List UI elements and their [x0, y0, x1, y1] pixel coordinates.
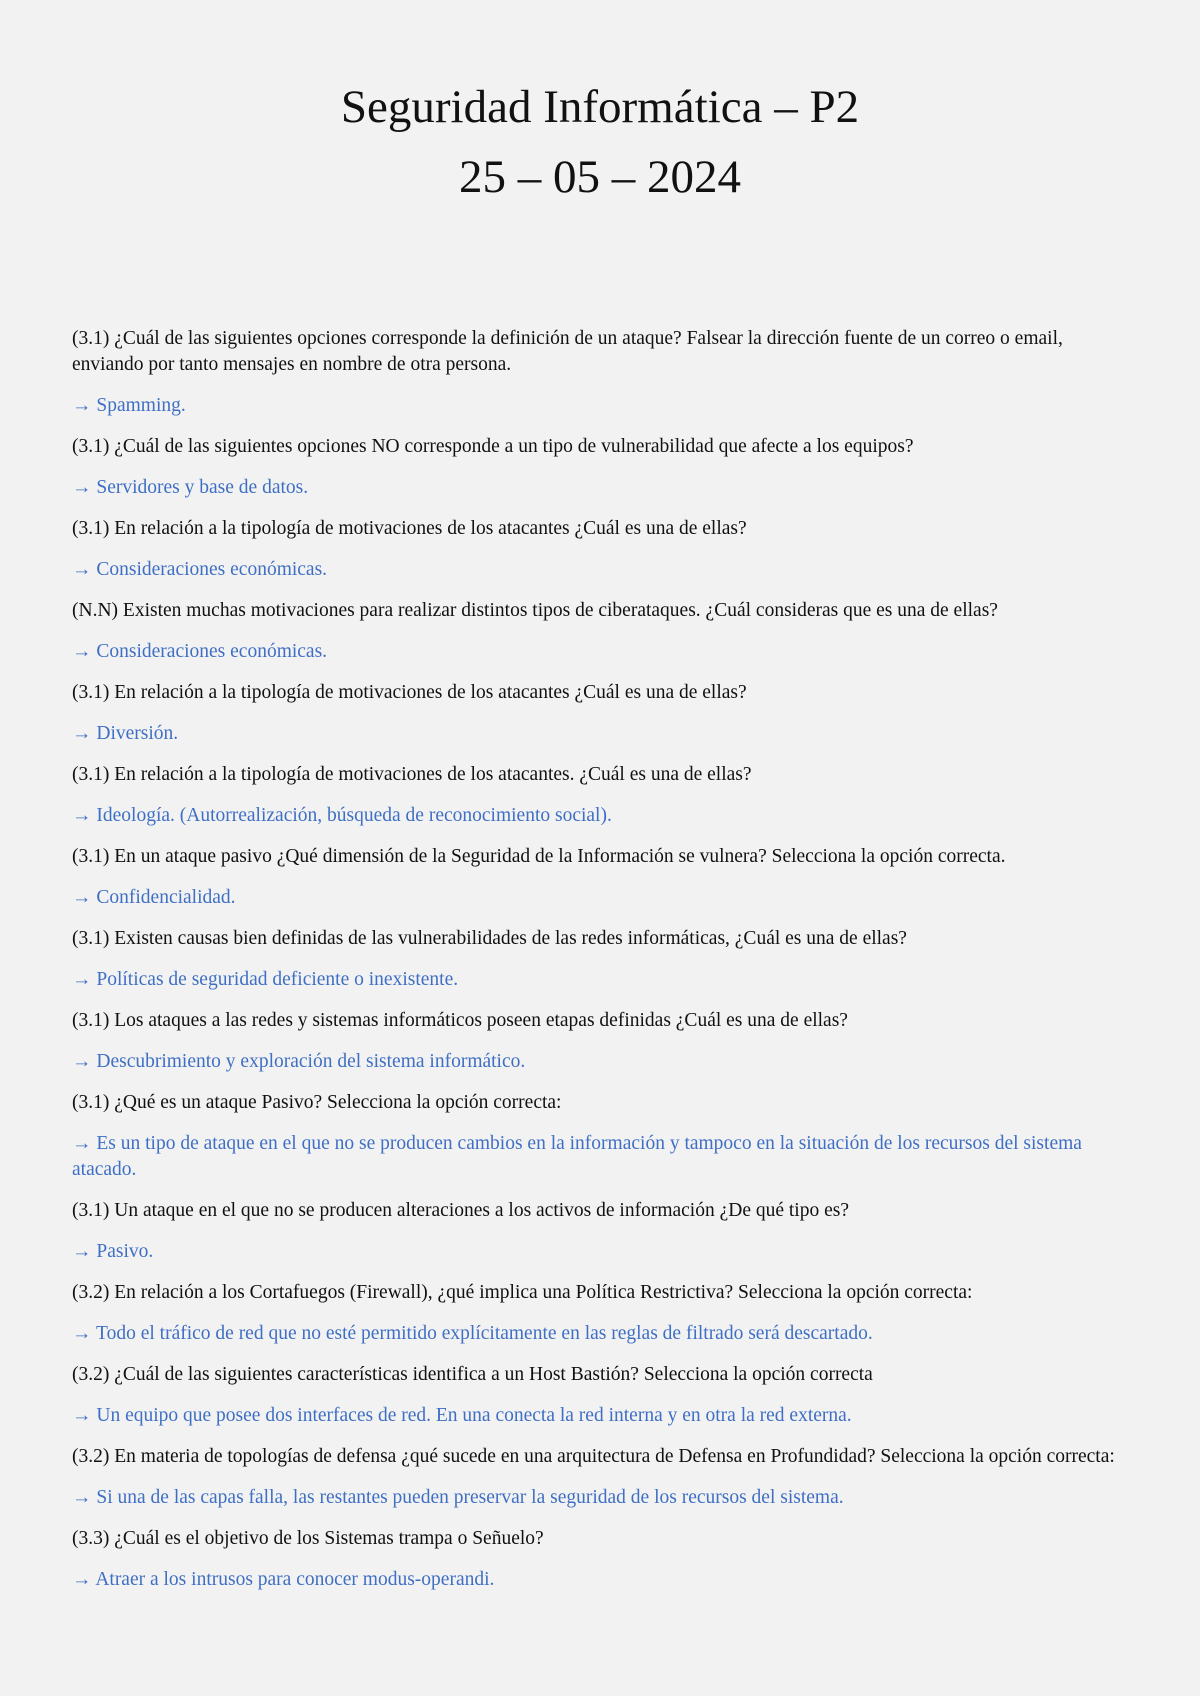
- question-text: (3.1) ¿Cuál de las siguientes opciones corresponde la definición de un ataque? Falsear la dirección fuente de un correo o email, enviando por tanto mensajes en nombre de otra persona.: [72, 328, 1063, 375]
- answer-text: Si una de las capas falla, las restantes pueden preservar la seguridad de los recursos del sistema.: [96, 1487, 844, 1508]
- question-text: (3.2) ¿Cuál de las siguientes características identifica a un Host Bastión? Selecciona la opción correcta: [72, 1364, 873, 1385]
- answer-line: [72, 803, 1128, 829]
- answer-line: [72, 1049, 1128, 1075]
- arrow-right-icon: →: [72, 1051, 92, 1072]
- answer-line: [72, 1567, 1128, 1593]
- qa-item: [72, 762, 1128, 829]
- page-date: 25 – 05 – 2024: [459, 151, 741, 203]
- arrow-right-icon: →: [72, 1323, 92, 1344]
- arrow-right-icon: →: [72, 1569, 92, 1590]
- answer-text: Atraer a los intrusos para conocer modus-operandi.: [95, 1569, 495, 1590]
- question-text: (3.2) En materia de topologías de defensa ¿qué sucede en una arquitectura de Defensa en Profundidad? Selecciona la opción correcta:: [72, 1446, 1115, 1467]
- answer-line: [72, 475, 1128, 501]
- qa-item: [72, 516, 1128, 583]
- question-text: (3.1) Existen causas bien definidas de las vulnerabilidades de las redes informáticas, ¿Cuál es una de ellas?: [72, 928, 907, 949]
- qa-list: [72, 326, 1128, 1593]
- answer-text: Pasivo.: [96, 1241, 154, 1262]
- arrow-right-icon: →: [72, 969, 92, 990]
- arrow-right-icon: →: [72, 1487, 92, 1508]
- qa-item: [72, 926, 1128, 993]
- answer-text: Todo el tráfico de red que no esté permitido explícitamente en las reglas de filtrado será descartado.: [96, 1323, 873, 1344]
- qa-item: [72, 1198, 1128, 1265]
- question-text: (3.1) En relación a la tipología de motivaciones de los atacantes ¿Cuál es una de ellas?: [72, 518, 747, 539]
- answer-text: Ideología. (Autorrealización, búsqueda de reconocimiento social).: [96, 805, 612, 826]
- qa-item: [72, 844, 1128, 911]
- qa-item: [72, 1526, 1128, 1593]
- qa-item: [72, 680, 1128, 747]
- qa-item: [72, 326, 1128, 419]
- arrow-right-icon: →: [72, 723, 92, 744]
- qa-item: [72, 1090, 1128, 1183]
- question-text: (3.1) Los ataques a las redes y sistemas informáticos poseen etapas definidas ¿Cuál es una de ellas?: [72, 1010, 848, 1031]
- question-text: (3.1) Un ataque en el que no se producen alteraciones a los activos de información ¿De qué tipo es?: [72, 1200, 850, 1221]
- answer-text: Consideraciones económicas.: [96, 559, 328, 580]
- answer-line: [72, 1321, 1128, 1347]
- question-text: (3.1) En un ataque pasivo ¿Qué dimensión de la Seguridad de la Información se vulnera? Selecciona la opción correcta.: [72, 846, 1006, 867]
- qa-item: [72, 1280, 1128, 1347]
- arrow-right-icon: →: [72, 641, 92, 662]
- arrow-right-icon: →: [72, 887, 92, 908]
- answer-text: Diversión.: [96, 723, 179, 744]
- answer-line: [72, 557, 1128, 583]
- question-text: (3.1) En relación a la tipología de motivaciones de los atacantes ¿Cuál es una de ellas?: [72, 682, 747, 703]
- question-text: (3.1) En relación a la tipología de motivaciones de los atacantes. ¿Cuál es una de ellas?: [72, 764, 752, 785]
- answer-line: [72, 1403, 1128, 1429]
- arrow-right-icon: →: [72, 559, 92, 580]
- answer-text: Políticas de seguridad deficiente o inexistente.: [96, 969, 459, 990]
- arrow-right-icon: →: [72, 805, 92, 826]
- arrow-right-icon: →: [72, 1133, 92, 1154]
- question-text: (3.3) ¿Cuál es el objetivo de los Sistemas trampa o Señuelo?: [72, 1528, 544, 1549]
- title-block: [72, 0, 1128, 212]
- question-text: (3.2) En relación a los Cortafuegos (Firewall), ¿qué implica una Política Restrictiva? Selecciona la opción correcta:: [72, 1282, 973, 1303]
- arrow-right-icon: →: [72, 395, 92, 416]
- answer-line: [72, 967, 1128, 993]
- answer-line: [72, 1131, 1128, 1183]
- qa-item: [72, 434, 1128, 501]
- arrow-right-icon: →: [72, 477, 92, 498]
- answer-line: [72, 721, 1128, 747]
- qa-item: [72, 1362, 1128, 1429]
- arrow-right-icon: →: [72, 1405, 92, 1426]
- answer-text: Confidencialidad.: [96, 887, 236, 908]
- answer-text: Spamming.: [96, 395, 186, 416]
- answer-line: [72, 1239, 1128, 1265]
- question-text: (N.N) Existen muchas motivaciones para realizar distintos tipos de ciberataques. ¿Cuál consideras que es una de ellas?: [72, 600, 998, 621]
- answer-text: Es un tipo de ataque en el que no se producen cambios en la información y tampoco en la situación de los recursos del sistema atacado.: [72, 1133, 1082, 1180]
- qa-item: [72, 1008, 1128, 1075]
- answer-line: [72, 1485, 1128, 1511]
- answer-text: Un equipo que posee dos interfaces de red. En una conecta la red interna y en otra la red externa.: [96, 1405, 852, 1426]
- question-text: (3.1) ¿Qué es un ataque Pasivo? Selecciona la opción correcta:: [72, 1092, 562, 1113]
- arrow-right-icon: →: [72, 1241, 92, 1262]
- question-text: (3.1) ¿Cuál de las siguientes opciones NO corresponde a un tipo de vulnerabilidad que afecte a los equipos?: [72, 436, 914, 457]
- answer-text: Consideraciones económicas.: [96, 641, 328, 662]
- qa-item: [72, 1444, 1128, 1511]
- answer-text: Descubrimiento y exploración del sistema informático.: [96, 1051, 526, 1072]
- answer-line: [72, 393, 1128, 419]
- answer-line: [72, 639, 1128, 665]
- answer-line: [72, 885, 1128, 911]
- page-title: Seguridad Informática – P2: [340, 81, 860, 133]
- answer-text: Servidores y base de datos.: [96, 477, 309, 498]
- qa-item: [72, 598, 1128, 665]
